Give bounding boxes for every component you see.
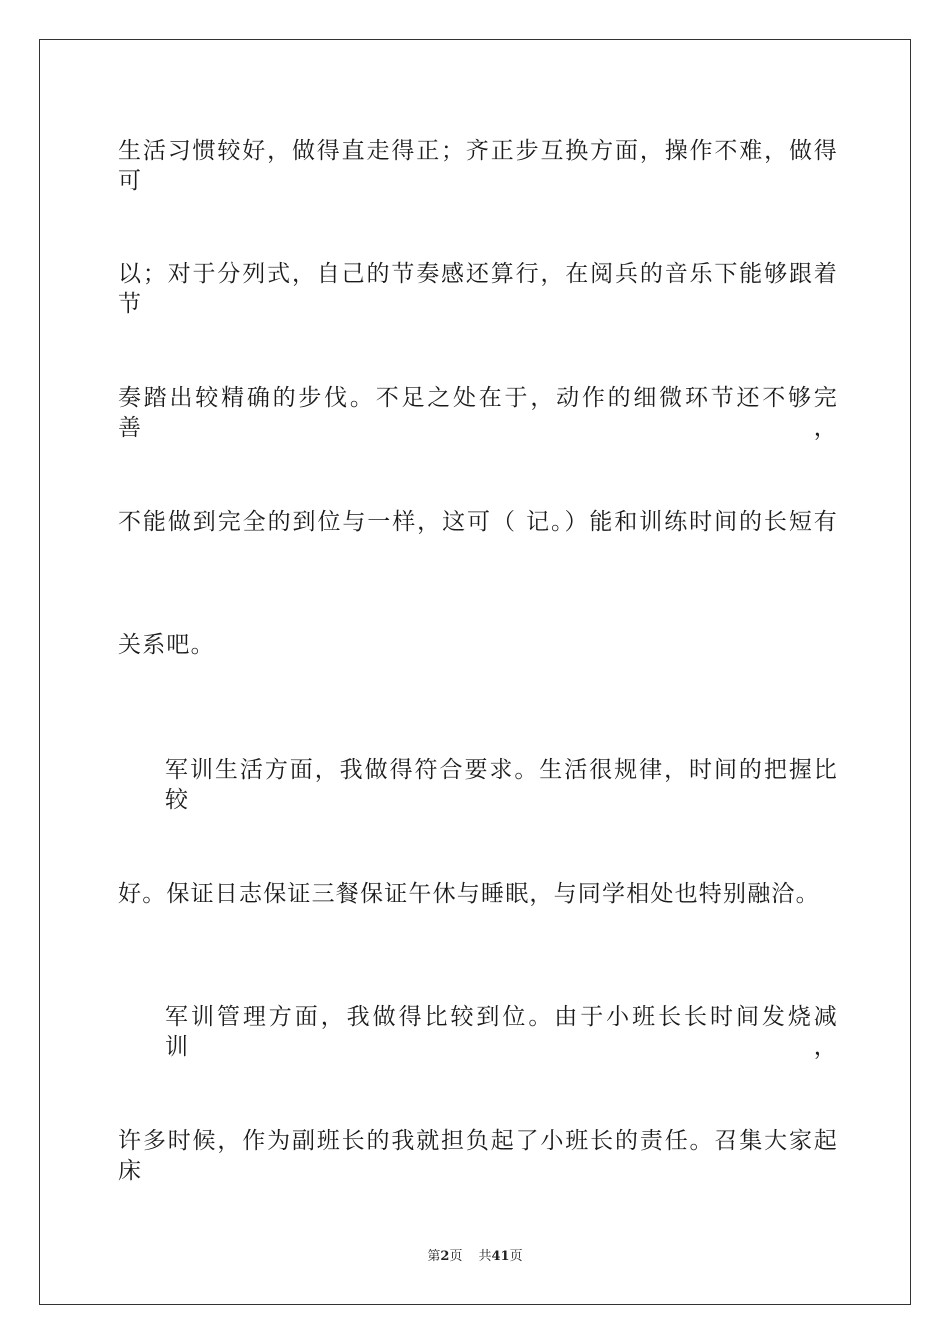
paragraph-line-4: 不能做到完全的到位与一样，这可（ 记。）能和训练时间的长短有 bbox=[118, 509, 838, 535]
paragraph-line-6: 军训生活方面，我做得符合要求。生活很规律，时间的把握比较 bbox=[165, 757, 838, 813]
paragraph-line-8: 军训管理方面，我做得比较到位。由于小班长长时间发烧减训， bbox=[165, 1004, 838, 1060]
paragraph-line-5: 关系吧。 bbox=[118, 632, 215, 658]
total-pages: 41 bbox=[491, 1249, 510, 1264]
total-suffix: 页 bbox=[509, 1249, 523, 1264]
total-prefix: 共 bbox=[478, 1249, 492, 1264]
paragraph-line-2: 以；对于分列式，自己的节奏感还算行，在阅兵的音乐下能够跟着节 bbox=[118, 261, 838, 317]
page-border bbox=[39, 39, 911, 1305]
paragraph-line-1: 生活习惯较好，做得直走得正；齐正步互换方面，操作不难，做得可 bbox=[118, 138, 838, 194]
page-prefix: 第 bbox=[427, 1249, 441, 1264]
page-number: 2 bbox=[440, 1249, 450, 1264]
paragraph-line-7: 好。保证日志保证三餐保证午休与睡眠，与同学相处也特别融洽。 bbox=[118, 881, 820, 907]
paragraph-line-3: 奏踏出较精确的步伐。不足之处在于，动作的细微环节还不够完善， bbox=[118, 385, 838, 441]
page-suffix: 页 bbox=[449, 1249, 463, 1264]
paragraph-line-9: 许多时候，作为副班长的我就担负起了小班长的责任。召集大家起床 bbox=[118, 1128, 838, 1184]
page-footer bbox=[0, 1248, 950, 1266]
